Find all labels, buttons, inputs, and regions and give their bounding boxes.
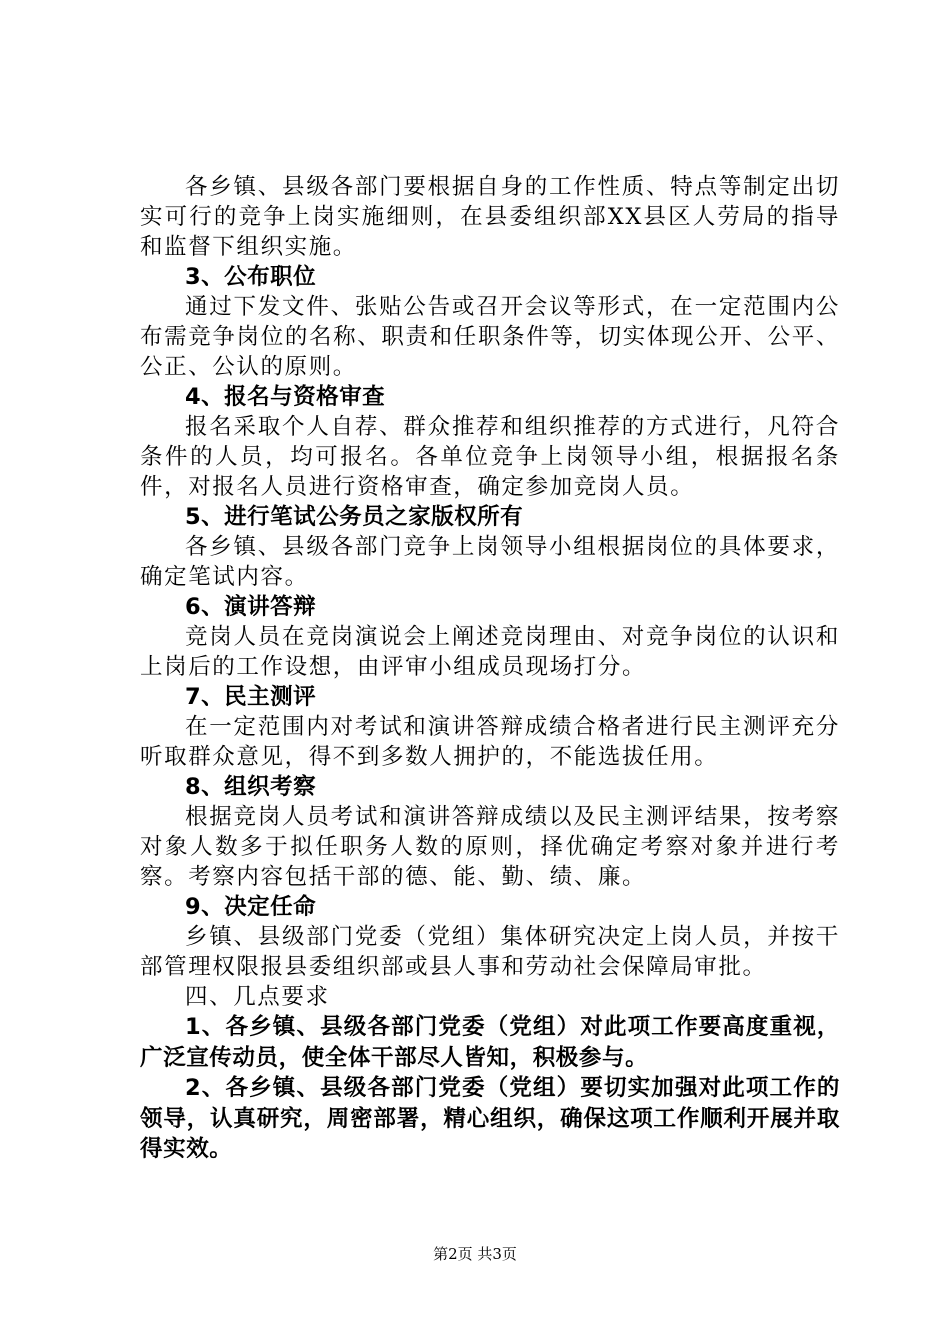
paragraph-implementation-rules: 各乡镇、县级各部门要根据自身的工作性质、特点等制定出切实可行的竞争上岗实施细则，在县委组织部XX县区人劳局的指导和监督下组织实施。 <box>140 174 840 260</box>
page-number-label: 第2页 共3页 <box>433 1245 517 1263</box>
paragraph-organizational-inspection: 根据竞岗人员考试和演讲答辩成绩以及民主测评结果，按考察对象人数多于拟任职务人数的原则，择优确定考察对象并进行考察。考察内容包括干部的德、能、勤、绩、廉。 <box>140 804 840 890</box>
paragraph-democratic-evaluation: 在一定范围内对考试和演讲答辩成绩合格者进行民主测评充分听取群众意见，得不到多数人拥护的，不能选拔任用。 <box>140 714 840 770</box>
requirement-item-1: 1、各乡镇、县级各部门党委（党组）对此项工作要高度重视，广泛宣传动员，使全体干部尽人皆知，积极参与。 <box>140 1014 840 1071</box>
page-footer <box>0 1244 950 1264</box>
paragraph-written-test: 各乡镇、县级各部门竞争上岗领导小组根据岗位的具体要求，确定笔试内容。 <box>140 534 840 590</box>
heading-publish-positions: 3、公布职位 <box>185 264 317 290</box>
heading-appointment-decision: 9、决定任命 <box>185 894 317 920</box>
heading-written-test: 5、进行笔试公务员之家版权所有 <box>185 504 524 530</box>
heading-registration-review: 4、报名与资格审查 <box>185 384 386 410</box>
paragraph-appointment-decision: 乡镇、县级部门党委（党组）集体研究决定上岗人员，并按干部管理权限报县委组织部或县人事和劳动社会保障局审批。 <box>140 924 840 980</box>
section-title-requirements: 四、几点要求 <box>185 984 330 1010</box>
paragraph-registration-review: 报名采取个人自荐、群众推荐和组织推荐的方式进行，凡符合条件的人员，均可报名。各单位竞争上岗领导小组，根据报名条件，对报名人员进行资格审查，确定参加竞岗人员。 <box>140 414 840 500</box>
heading-organizational-inspection: 8、组织考察 <box>185 774 317 800</box>
paragraph-speech-defense: 竞岗人员在竞岗演说会上阐述竞岗理由、对竞争岗位的认识和上岗后的工作设想，由评审小组成员现场打分。 <box>140 624 840 680</box>
heading-democratic-evaluation: 7、民主测评 <box>185 684 317 710</box>
document-body <box>140 172 840 1165</box>
paragraph-publish-positions: 通过下发文件、张贴公告或召开会议等形式，在一定范围内公布需竞争岗位的名称、职责和任职条件等，切实体现公开、公平、公正、公认的原则。 <box>140 294 840 380</box>
heading-speech-defense: 6、演讲答辩 <box>185 594 317 620</box>
requirement-item-2: 2、各乡镇、县级各部门党委（党组）要切实加强对此项工作的领导，认真研究，周密部署，精心组织，确保这项工作顺利开展并取得实效。 <box>140 1075 840 1162</box>
